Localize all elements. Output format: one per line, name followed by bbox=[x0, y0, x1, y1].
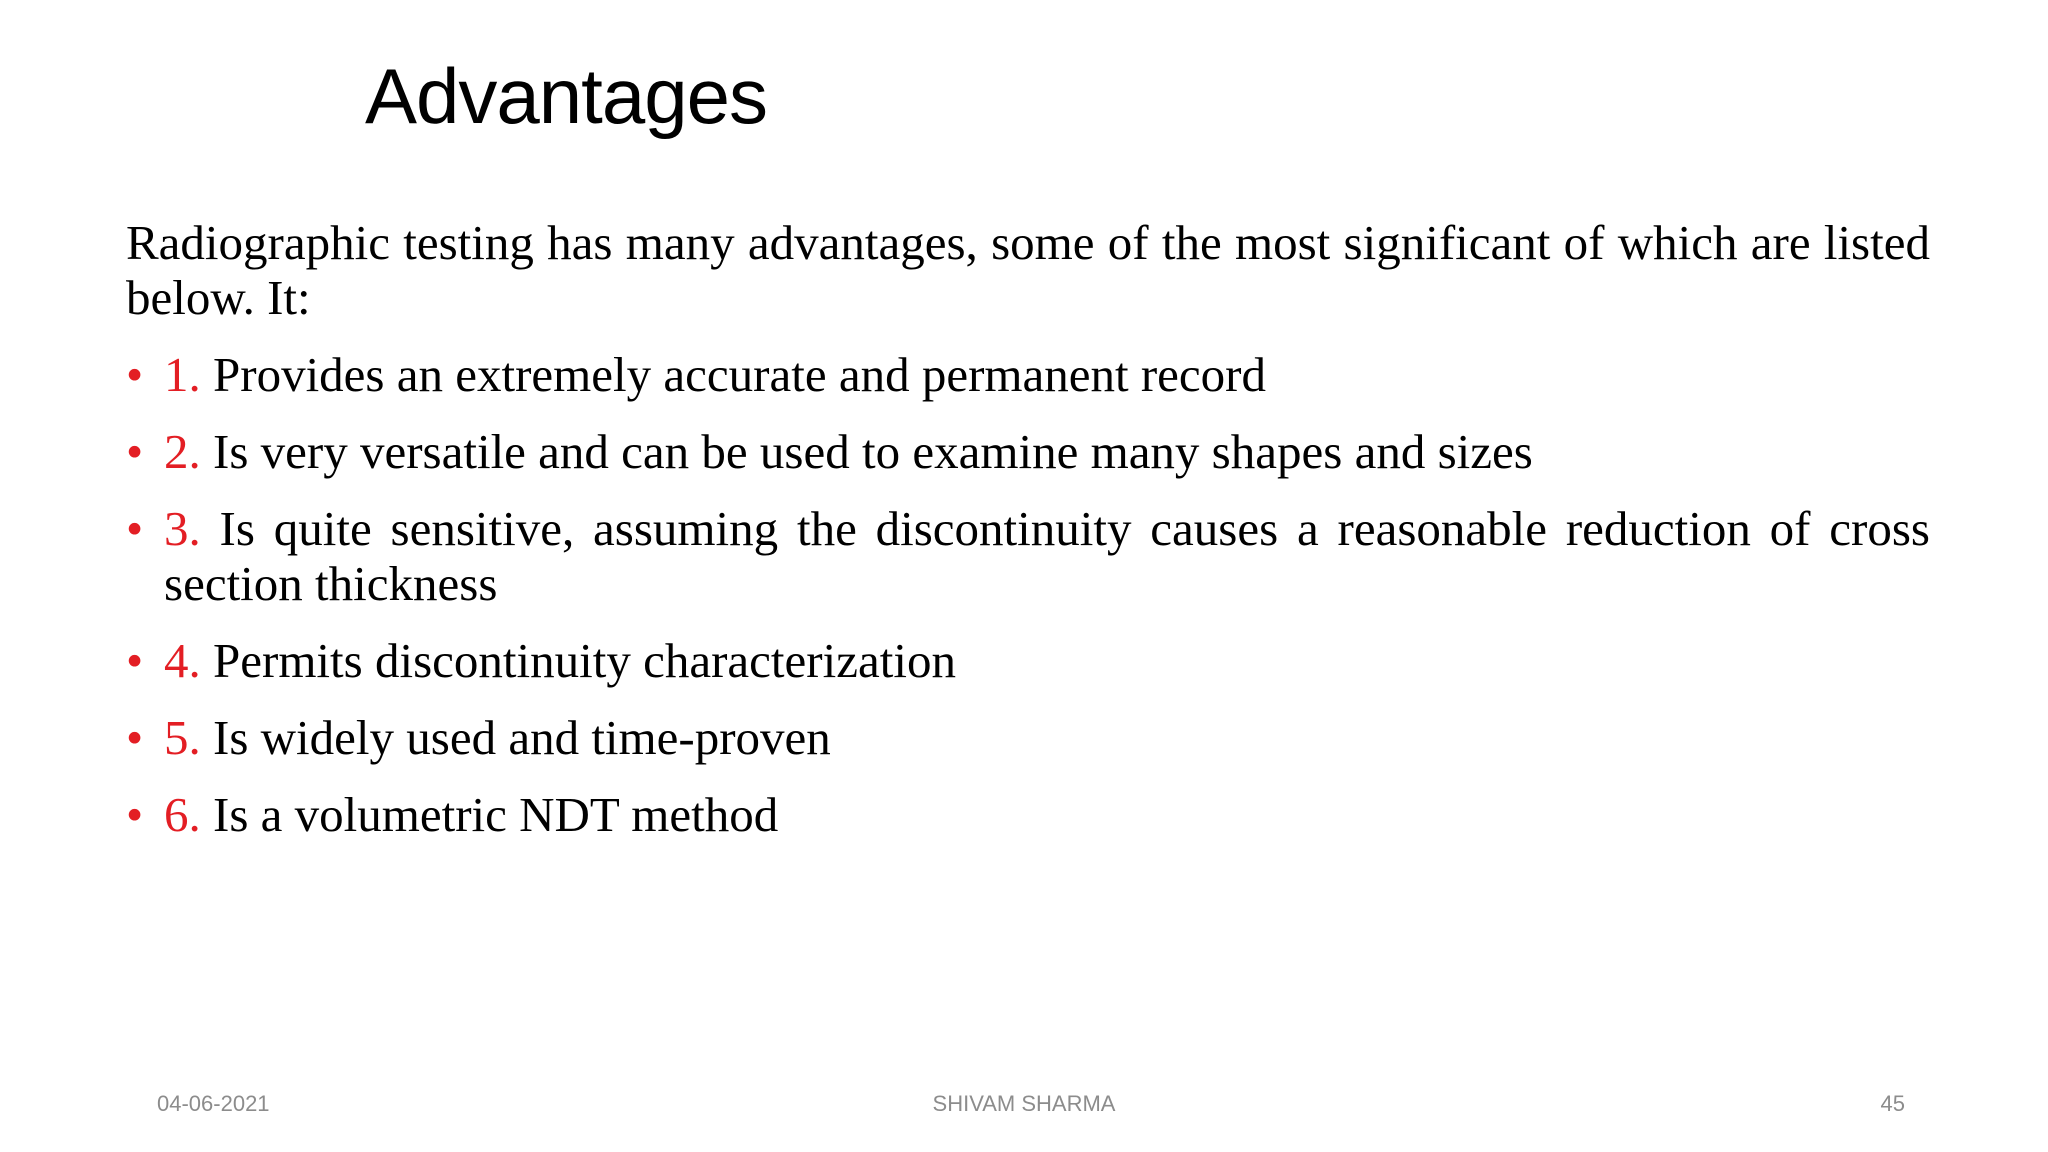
list-item-text: Is a volumetric NDT method bbox=[200, 787, 779, 842]
intro-paragraph: Radiographic testing has many advantages, some of the most significant of which are listed below. It: bbox=[126, 215, 1930, 325]
list-item bbox=[126, 501, 1930, 611]
list-item bbox=[126, 787, 1930, 842]
footer-author: SHIVAM SHARMA bbox=[932, 1091, 1116, 1116]
list-item-text: Is very versatile and can be used to examine many shapes and sizes bbox=[200, 424, 1533, 479]
slide-title: Advantages bbox=[365, 52, 767, 140]
footer-date: 04-06-2021 bbox=[157, 1091, 270, 1116]
list-item-number: 6. bbox=[164, 787, 201, 842]
advantages-list bbox=[126, 347, 1930, 842]
list-item-number: 3. bbox=[164, 501, 201, 556]
list-item bbox=[126, 710, 1930, 765]
bullet-icon: • bbox=[126, 424, 144, 479]
bullet-icon: • bbox=[126, 501, 144, 556]
list-item-body bbox=[164, 633, 1930, 688]
list-item-body bbox=[164, 347, 1930, 402]
list-item-text: Is widely used and time-proven bbox=[200, 710, 831, 765]
list-item-text: Provides an extremely accurate and permanent record bbox=[200, 347, 1266, 402]
bullet-icon: • bbox=[126, 710, 144, 765]
list-item-number: 4. bbox=[164, 633, 201, 688]
bullet-icon: • bbox=[126, 787, 144, 842]
list-item-number: 1. bbox=[164, 347, 201, 402]
list-item bbox=[126, 424, 1930, 479]
bullet-icon: • bbox=[126, 347, 144, 402]
list-item-number: 2. bbox=[164, 424, 201, 479]
list-item bbox=[126, 347, 1930, 402]
bullet-icon: • bbox=[126, 633, 144, 688]
slide-content bbox=[126, 215, 1930, 864]
page-number: 45 bbox=[1880, 1091, 1905, 1116]
list-item-number: 5. bbox=[164, 710, 201, 765]
list-item-body bbox=[164, 501, 1930, 611]
list-item bbox=[126, 633, 1930, 688]
list-item-body bbox=[164, 787, 1930, 842]
list-item-text: Is quite sensitive, assuming the discontinuity causes a reasonable reduction of cross section thickness bbox=[164, 501, 1930, 611]
list-item-body bbox=[164, 710, 1930, 765]
list-item-text: Permits discontinuity characterization bbox=[200, 633, 956, 688]
list-item-body bbox=[164, 424, 1930, 479]
